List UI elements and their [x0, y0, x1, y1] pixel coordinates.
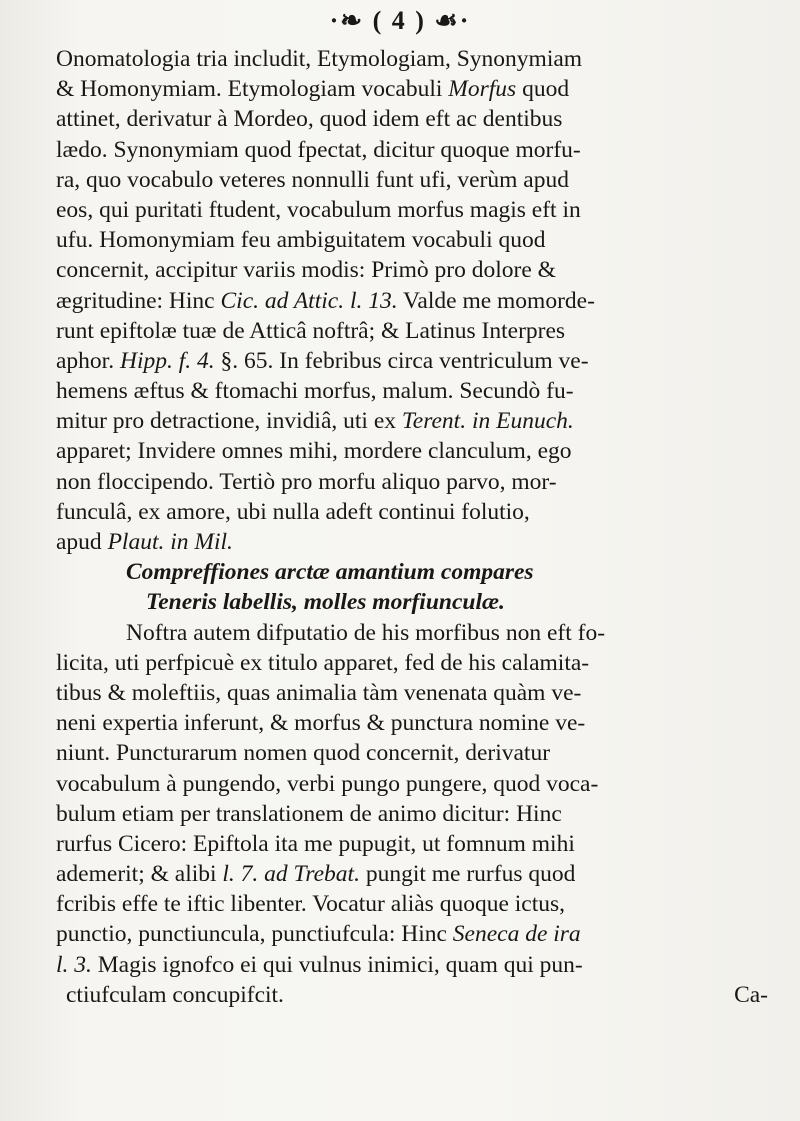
citation-italic: Plaut. in Mil. — [107, 529, 233, 555]
text-line — [56, 104, 768, 134]
text-line — [56, 165, 768, 195]
line-text: ctiufculam concupifcit. — [66, 981, 284, 1008]
citation-italic: Cic. ad Attic. l. 13. — [220, 287, 398, 314]
line-text: licita, uti perfpicuè ex titulo apparet, fed de his calamita- — [56, 649, 590, 676]
line-text: hemens æftus & ftomachi morfus, malum. Secundò fu- — [56, 378, 574, 405]
line-text: non floccipendo. Tertiò pro morfu aliquo parvo, mor- — [56, 468, 557, 495]
line-text-after: §. 65. In febribus circa ventriculum ve- — [214, 347, 589, 374]
plautus-quote — [56, 557, 768, 617]
line-text: & Homonymiam. Etymologiam vocabuli — [56, 76, 449, 103]
citation-italic: Hipp. f. 4. — [119, 347, 215, 374]
line-text: Noftra autem difputatio de his morfibus non eft fo- — [126, 619, 606, 646]
text-line — [56, 527, 768, 557]
text-line — [56, 678, 768, 708]
line-text: eos, qui puritati ftudent, vocabulum morfus magis eft in — [56, 196, 581, 223]
line-text: fcribis effe te iftic libenter. Vocatur aliàs quoque ictus, — [56, 891, 566, 918]
line-text: neni expertia inferunt, & morfus & punctura nomine ve- — [56, 710, 586, 737]
text-line — [56, 406, 768, 436]
text-line — [56, 467, 768, 497]
body-text — [56, 44, 768, 1010]
line-text-after: Magis ignofco ei qui vulnus inimici, quam qui pun- — [91, 951, 583, 978]
text-line — [56, 769, 768, 799]
text-line — [56, 738, 768, 768]
quote-line: Teneris labellis, molles morfiunculæ. — [146, 589, 505, 616]
line-text: punctio, punctiuncula, punctiufcula: Hinc — [56, 921, 453, 948]
text-line — [56, 708, 768, 738]
line-text: runt epiftolæ tuæ de Atticâ noftrâ; & Latinus Interpres — [56, 317, 566, 344]
text-line — [56, 195, 768, 225]
text-line — [56, 980, 768, 1010]
text-line — [56, 346, 768, 376]
text-line — [56, 225, 768, 255]
text-line — [56, 74, 768, 104]
line-text: rurfus Cicero: Epiftola ita me pupugit, ut fomnum mihi — [56, 830, 575, 857]
quote-line: Compreffiones arctæ amantium compares — [126, 559, 534, 586]
line-text: apparet; Invidere omnes mihi, mordere clanculum, ego — [56, 438, 572, 465]
line-text: mitur pro detractione, invidiâ, uti ex — [56, 408, 402, 435]
line-text-after: quod — [516, 76, 570, 103]
line-text: ademerit; & alibi — [56, 861, 223, 888]
text-line — [56, 286, 768, 316]
citation-italic: Terent. in Eunuch. — [401, 408, 574, 435]
line-text: tibus & moleftiis, quas animalia tàm venenata quàm ve- — [56, 679, 582, 706]
text-line — [56, 436, 768, 466]
text-line — [56, 135, 768, 165]
text-line — [56, 316, 768, 346]
paragraph-disputatio — [56, 618, 768, 1010]
line-text: ufu. Homonymiam feu ambiguitatem vocabuli quod — [56, 227, 546, 254]
catchword: Ca- — [734, 981, 768, 1008]
text-line — [56, 618, 768, 648]
text-line — [56, 829, 768, 859]
line-text: lædo. Synonymiam quod fpectat, dicitur quoque morfu- — [56, 136, 581, 163]
citation-italic: l. 7. ad Trebat. — [222, 861, 360, 888]
paragraph-onomatologia — [56, 44, 768, 557]
text-line — [56, 950, 768, 980]
line-text: ægritudine: Hinc — [56, 287, 221, 314]
text-line — [56, 648, 768, 678]
text-line — [56, 799, 768, 829]
text-line — [56, 889, 768, 919]
citation-italic: Seneca de ira — [452, 921, 581, 948]
text-line — [56, 497, 768, 527]
line-text: attinet, derivatur à Mordeo, quod idem eft ac dentibus — [56, 106, 563, 133]
text-line — [56, 919, 768, 949]
line-text: ra, quo vocabulo veteres nonnulli funt ufi, verùm apud — [56, 166, 569, 193]
text-line — [56, 255, 768, 285]
citation-italic: l. 3. — [56, 951, 92, 978]
line-text: bulum etiam per translationem de animo dicitur: Hinc — [56, 800, 562, 827]
line-text: aphor. — [56, 347, 120, 374]
citation-italic: Morfus — [448, 76, 517, 103]
page-header: ·❧ ( 4 ) ☙· — [329, 6, 471, 35]
line-text: vocabulum à pungendo, verbi pungo pungere, quod voca- — [56, 770, 599, 797]
text-line — [56, 376, 768, 406]
line-text: funculâ, ex amore, ubi nulla adeft continui folutio, — [56, 498, 530, 525]
text-line — [56, 859, 768, 889]
line-text-after: Valde me momorde- — [397, 287, 595, 314]
line-text: niunt. Puncturarum nomen quod concernit, derivatur — [56, 740, 551, 767]
line-text-after: pungit me rurfus quod — [359, 861, 576, 888]
line-text: concernit, accipitur variis modis: Primò pro dolore & — [56, 257, 556, 284]
line-text: apud — [56, 529, 108, 555]
text-line — [56, 44, 768, 74]
line-text: Onomatologia tria includit, Etymologiam, Synonymiam — [56, 46, 583, 72]
